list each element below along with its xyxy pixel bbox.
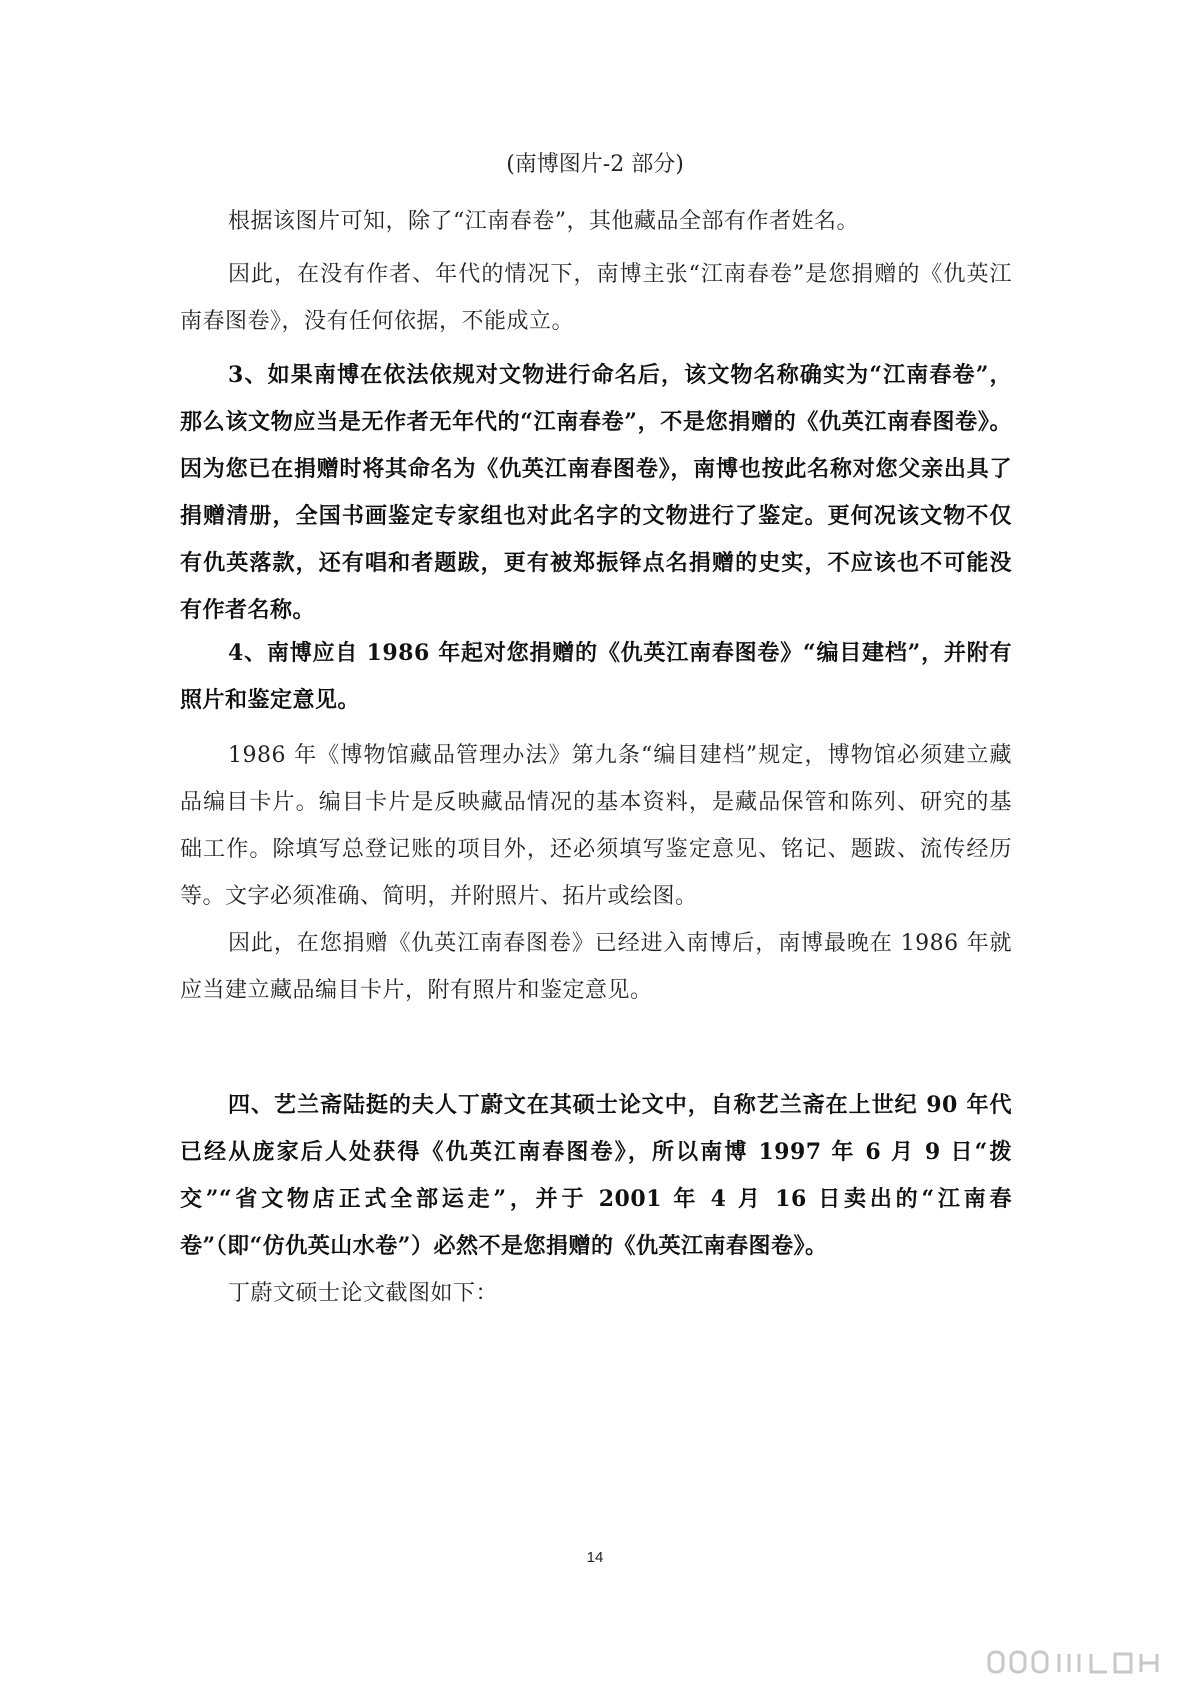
paragraph-8: 丁蔚文硕士论文截图如下：: [228, 1281, 499, 1306]
paragraph-1: 根据该图片可知，除了“江南春卷”，其他藏品全部有作者姓名。: [228, 209, 859, 234]
figure-caption: (南博图片-2 部分): [506, 152, 684, 177]
paragraph-5: 1986 年《博物馆藏品管理办法》第九条“编目建档”规定，博物馆必须建立藏品编目卡片。编目卡片是反映藏品情况的基本资料，是藏品保管和陈列、研究的基础工作。除填写总登记账的项目外，还必须填写鉴定意见、铭记、题跋、流传经历等。文字必须准确、简明，并附照片、拓片或绘图。: [180, 743, 1012, 909]
paragraph-2: 因此，在没有作者、年代的情况下，南博主张“江南春卷”是您捐赠的《仇英江南春图卷》，没有任何依据，不能成立。: [180, 262, 1012, 334]
weibo-watermark-icon: [985, 1648, 1175, 1676]
page-number: 14: [586, 1549, 604, 1566]
paragraph-6: 因此，在您捐赠《仇英江南春图卷》已经进入南博后，南博最晚在 1986 年就应当建立藏品编目卡片，附有照片和鉴定意见。: [180, 931, 1012, 1003]
paragraph-7-bold: 四、艺兰斋陆挺的夫人丁蔚文在其硕士论文中，自称艺兰斋在上世纪 90 年代已经从庞家后人处获得《仇英江南春图卷》，所以南博 1997 年 6 月 9 日“拨交”“省文物店正式全部运走”，并于 2001 年 4 月 16 日卖出的“江南春卷”（即“仿仇英山水卷”）必然不是您捐赠的《仇英江南春图卷》。: [180, 1092, 1012, 1259]
paragraph-4-bold: 4、南博应自 1986 年起对您捐赠的《仇英江南春图卷》“编目建档”，并附有照片和鉴定意见。: [180, 640, 1012, 713]
paragraph-3-bold: 3、如果南博在依法依规对文物进行命名后，该文物名称确实为“江南春卷”，那么该文物应当是无作者无年代的“江南春卷”，不是您捐赠的《仇英江南春图卷》。因为您已在捐赠时将其命名为《仇英江南春图卷》，南博也按此名称对您父亲出具了捐赠清册，全国书画鉴定专家组也对此名字的文物进行了鉴定。更何况该文物不仅有仇英落款，还有唱和者题跋，更有被郑振铎点名捐赠的史实，不应该也不可能没有作者名称。: [180, 362, 1012, 623]
